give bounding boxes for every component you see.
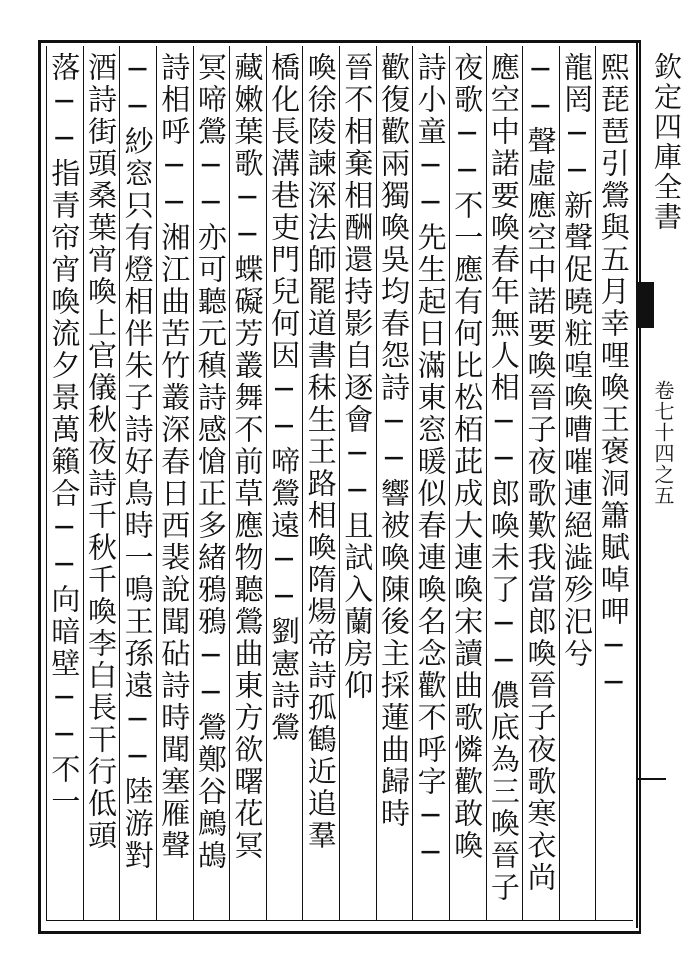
text-column: 喚徐陵諫深法師罷道書秣生王路相喚隋煬帝詩孤鶴近追羣 [303, 52, 338, 852]
text-column: 晉不相棄相酬還持影自逐會──且試入蘭房仰 [340, 52, 375, 702]
text-column: 詩相呼──湘江曲苦竹叢深春日西裴說聞砧詩時聞塞雁聲 [157, 52, 192, 862]
text-column: 酒詩街頭桑葉宵喚上官儀秋夜詩千秋千喚李白長干行低頭 [83, 52, 118, 852]
text-column: ──紗窓只有燈相伴朱子詩好鳥時一鳴王孫遠──陸游對 [120, 52, 155, 872]
scroll-number: 卷七十四之五 [651, 380, 675, 506]
text-column: 龍罔──新聲促曉粧喤喚嘈嗺連絕澁殄汜兮 [560, 52, 595, 670]
text-column: ──聲虛應空中諾要喚晉子夜歌歎我當郎喚晉子夜歌寒衣尚 [523, 52, 558, 894]
text-column: 詩小童──先生起日滿東窓暖似春連喚名念歡不呼字── [413, 52, 448, 872]
text-column: 落──指青帘宵喚流夕景萬籟合──向暗壁──不一 [47, 52, 82, 818]
text-column: 歡復歡兩獨喚吳均春怨詩──響被喚陳後主採蓮曲歸時 [376, 52, 411, 830]
text-column: 冥啼鶯──亦可聽元稹詩感愴正多緒鴉鴉──鶯鄭谷鷓鴣 [193, 52, 228, 872]
text-column: 應空中諾要喚春年無人相──郎喚未了──儂底為三喚晉子 [486, 52, 521, 904]
fishtail-mark [636, 282, 654, 328]
text-column: 藏嫩葉歌──蝶礙芳叢舞不前草應物聽鶯曲東方欲曙花冥 [230, 52, 265, 862]
text-column: 熙琵琶引鶯與五月幸哩喚王褒洞簫賦啅呷── [596, 52, 631, 702]
margin-rule [636, 40, 638, 928]
text-column: 橋化長溝巷吏門兒何因──啼鶯遠──劉憲詩鶯 [267, 52, 302, 744]
text-column: 夜歌──不一應有何比松栢茈成大連喚宋讀曲歌憐歡敢喚 [450, 52, 485, 862]
margin-title: 欽定四庫全書 [650, 52, 683, 232]
margin-tick [636, 778, 666, 780]
